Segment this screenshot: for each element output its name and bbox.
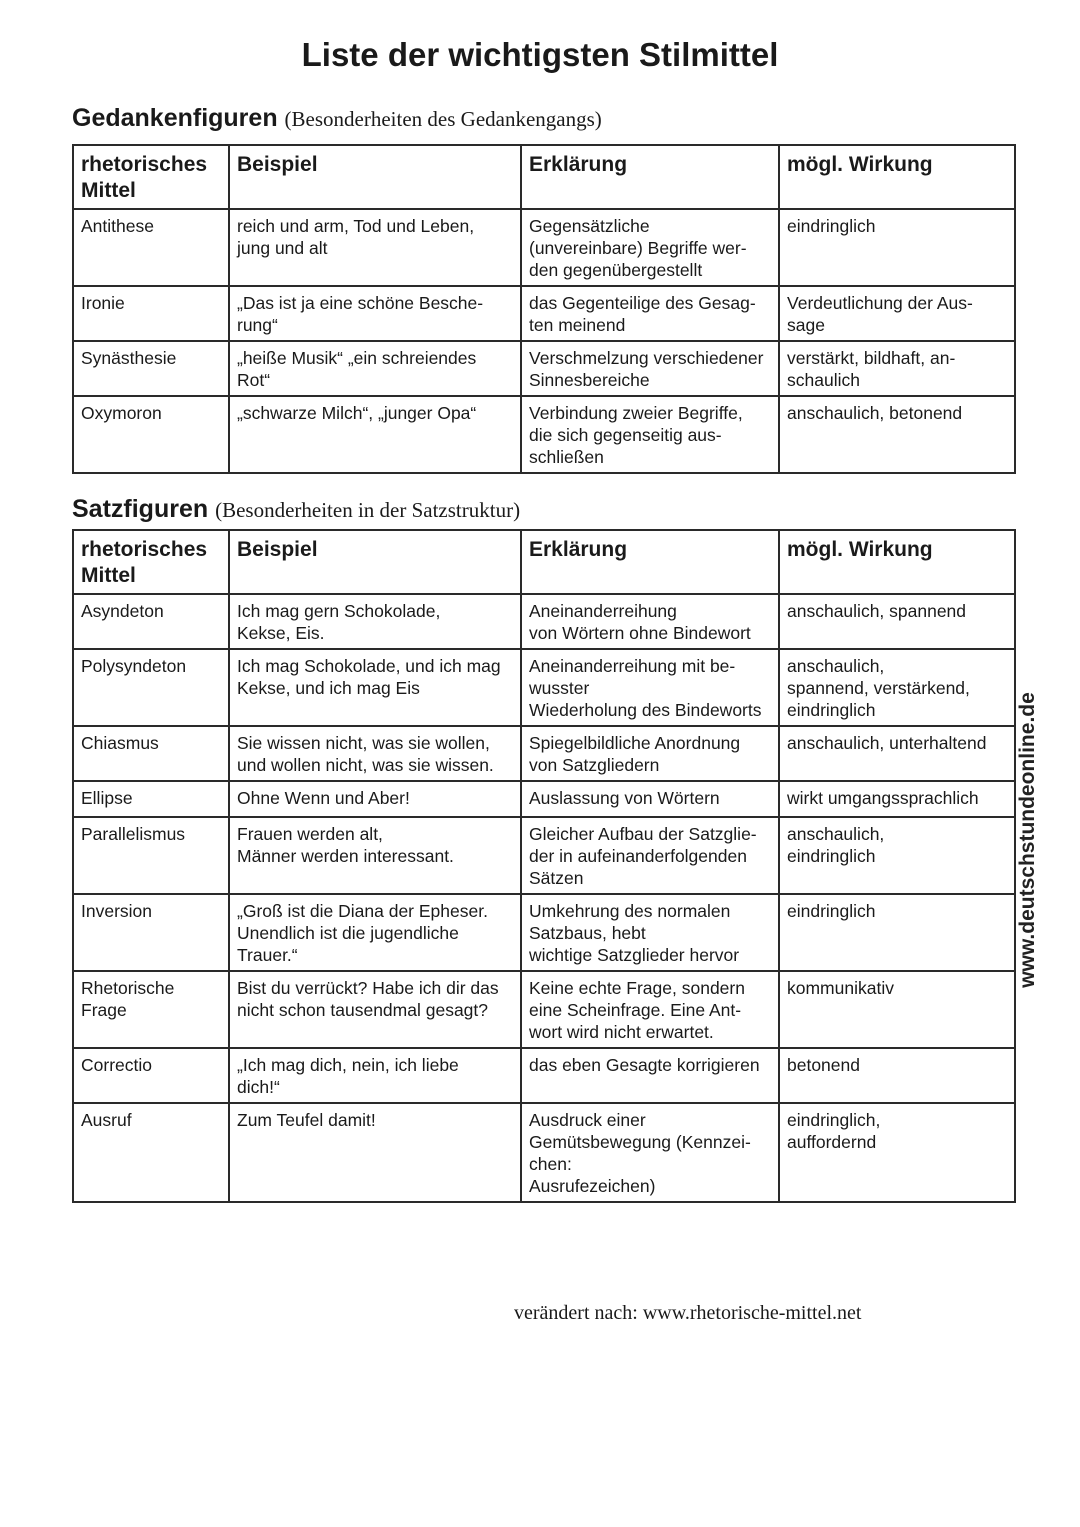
effect-cell: anschaulich, unterhaltend [779,726,1015,781]
section-heading-gedankenfiguren [72,104,602,133]
column-header: mögl. Wirkung [779,530,1015,594]
effect-cell: verstärkt, bildhaft, an- schaulich [779,341,1015,396]
section-heading-satzfiguren [72,495,520,524]
table-row [73,1048,1015,1103]
watermark: www.deutschstundeonline.de [1016,692,1039,988]
explanation-cell: Spiegelbildliche Anordnung von Satzgliedern [521,726,779,781]
explanation-cell: Keine echte Frage, sondern eine Scheinfrage. Eine Ant- wort wird nicht erwartet. [521,971,779,1048]
example-cell: Ich mag gern Schokolade, Kekse, Eis. [229,594,521,649]
table-row [73,396,1015,473]
explanation-cell: Auslassung von Wörtern [521,781,779,817]
effect-cell: anschaulich, eindringlich [779,817,1015,894]
satzfiguren-table [72,529,1016,1203]
explanation-cell: das eben Gesagte korrigieren [521,1048,779,1103]
effect-cell: anschaulich, spannend [779,594,1015,649]
example-cell: „Ich mag dich, nein, ich liebe dich!“ [229,1048,521,1103]
table-row [73,594,1015,649]
example-cell: „heiße Musik“ „ein schreiendes Rot“ [229,341,521,396]
example-cell: Ohne Wenn und Aber! [229,781,521,817]
gedankenfiguren-table [72,144,1016,474]
device-name-cell: Correctio [73,1048,229,1103]
page-title: Liste der wichtigsten Stilmittel [301,36,779,73]
device-name-cell: Ellipse [73,781,229,817]
example-cell: Zum Teufel damit! [229,1103,521,1202]
device-name-cell: Synästhesie [73,341,229,396]
device-name-cell: Asyndeton [73,594,229,649]
table-row [73,971,1015,1048]
device-name-cell: Rhetorische Frage [73,971,229,1048]
example-cell: Sie wissen nicht, was sie wollen, und wollen nicht, was sie wissen. [229,726,521,781]
table-row [73,649,1015,726]
explanation-cell: Gegensätzliche (unvereinbare) Begriffe wer- den gegenübergestellt [521,209,779,286]
section-title: Satzfiguren [72,495,209,523]
device-name-cell: Chiasmus [73,726,229,781]
explanation-cell: Gleicher Aufbau der Satzglie- der in aufeinanderfolgenden Sätzen [521,817,779,894]
column-header: mögl. Wirkung [779,145,1015,209]
section-subtitle: (Besonderheiten des Gedankengangs) [284,107,602,131]
table-row [73,209,1015,286]
example-cell: reich und arm, Tod und Leben, jung und alt [229,209,521,286]
column-header: Beispiel [229,145,521,209]
table-row [73,1103,1015,1202]
column-header: Beispiel [229,530,521,594]
section-title: Gedankenfiguren [72,104,278,132]
table-row [73,894,1015,971]
column-header: Erklärung [521,530,779,594]
table-row [73,781,1015,817]
device-name-cell: Antithese [73,209,229,286]
effect-cell: wirkt umgangssprachlich [779,781,1015,817]
device-name-cell: Parallelismus [73,817,229,894]
explanation-cell: Verbindung zweier Begriffe, die sich gegenseitig aus- schließen [521,396,779,473]
section-subtitle: (Besonderheiten in der Satzstruktur) [215,498,521,522]
device-name-cell: Ausruf [73,1103,229,1202]
effect-cell: eindringlich [779,894,1015,971]
explanation-cell: das Gegenteilige des Gesag- ten meinend [521,286,779,341]
example-cell: „Groß ist die Diana der Epheser. Unendlich ist die jugendliche Trauer.“ [229,894,521,971]
effect-cell: anschaulich, betonend [779,396,1015,473]
device-name-cell: Inversion [73,894,229,971]
table-row [73,726,1015,781]
example-cell: „Das ist ja eine schöne Besche- rung“ [229,286,521,341]
table-row [73,286,1015,341]
explanation-cell: Umkehrung des normalen Satzbaus, hebt wichtige Satzglieder hervor [521,894,779,971]
device-name-cell: Polysyndeton [73,649,229,726]
effect-cell: betonend [779,1048,1015,1103]
effect-cell: kommunikativ [779,971,1015,1048]
effect-cell: eindringlich, auffordernd [779,1103,1015,1202]
device-name-cell: Ironie [73,286,229,341]
explanation-cell: Aneinanderreihung mit be- wusster Wiederholung des Bindeworts [521,649,779,726]
effect-cell: eindringlich [779,209,1015,286]
example-cell: Bist du verrückt? Habe ich dir das nicht schon tausendmal gesagt? [229,971,521,1048]
explanation-cell: Aneinanderreihung von Wörtern ohne Bindewort [521,594,779,649]
effect-cell: anschaulich, spannend, verstärkend, eindringlich [779,649,1015,726]
example-cell: Frauen werden alt, Männer werden interessant. [229,817,521,894]
column-header: Erklärung [521,145,779,209]
column-header: rhetorisches Mittel [73,530,229,594]
table-header-row [73,530,1015,594]
effect-cell: Verdeutlichung der Aus- sage [779,286,1015,341]
device-name-cell: Oxymoron [73,396,229,473]
table-row [73,817,1015,894]
table-header-row [73,145,1015,209]
example-cell: „schwarze Milch“, „junger Opa“ [229,396,521,473]
source-note: verändert nach: www.rhetorische-mittel.net [514,1302,862,1324]
example-cell: Ich mag Schokolade, und ich mag Kekse, und ich mag Eis [229,649,521,726]
explanation-cell: Verschmelzung verschiedener Sinnesbereiche [521,341,779,396]
column-header: rhetorisches Mittel [73,145,229,209]
explanation-cell: Ausdruck einer Gemütsbewegung (Kennzei- chen: Ausrufezeichen) [521,1103,779,1202]
table-row [73,341,1015,396]
